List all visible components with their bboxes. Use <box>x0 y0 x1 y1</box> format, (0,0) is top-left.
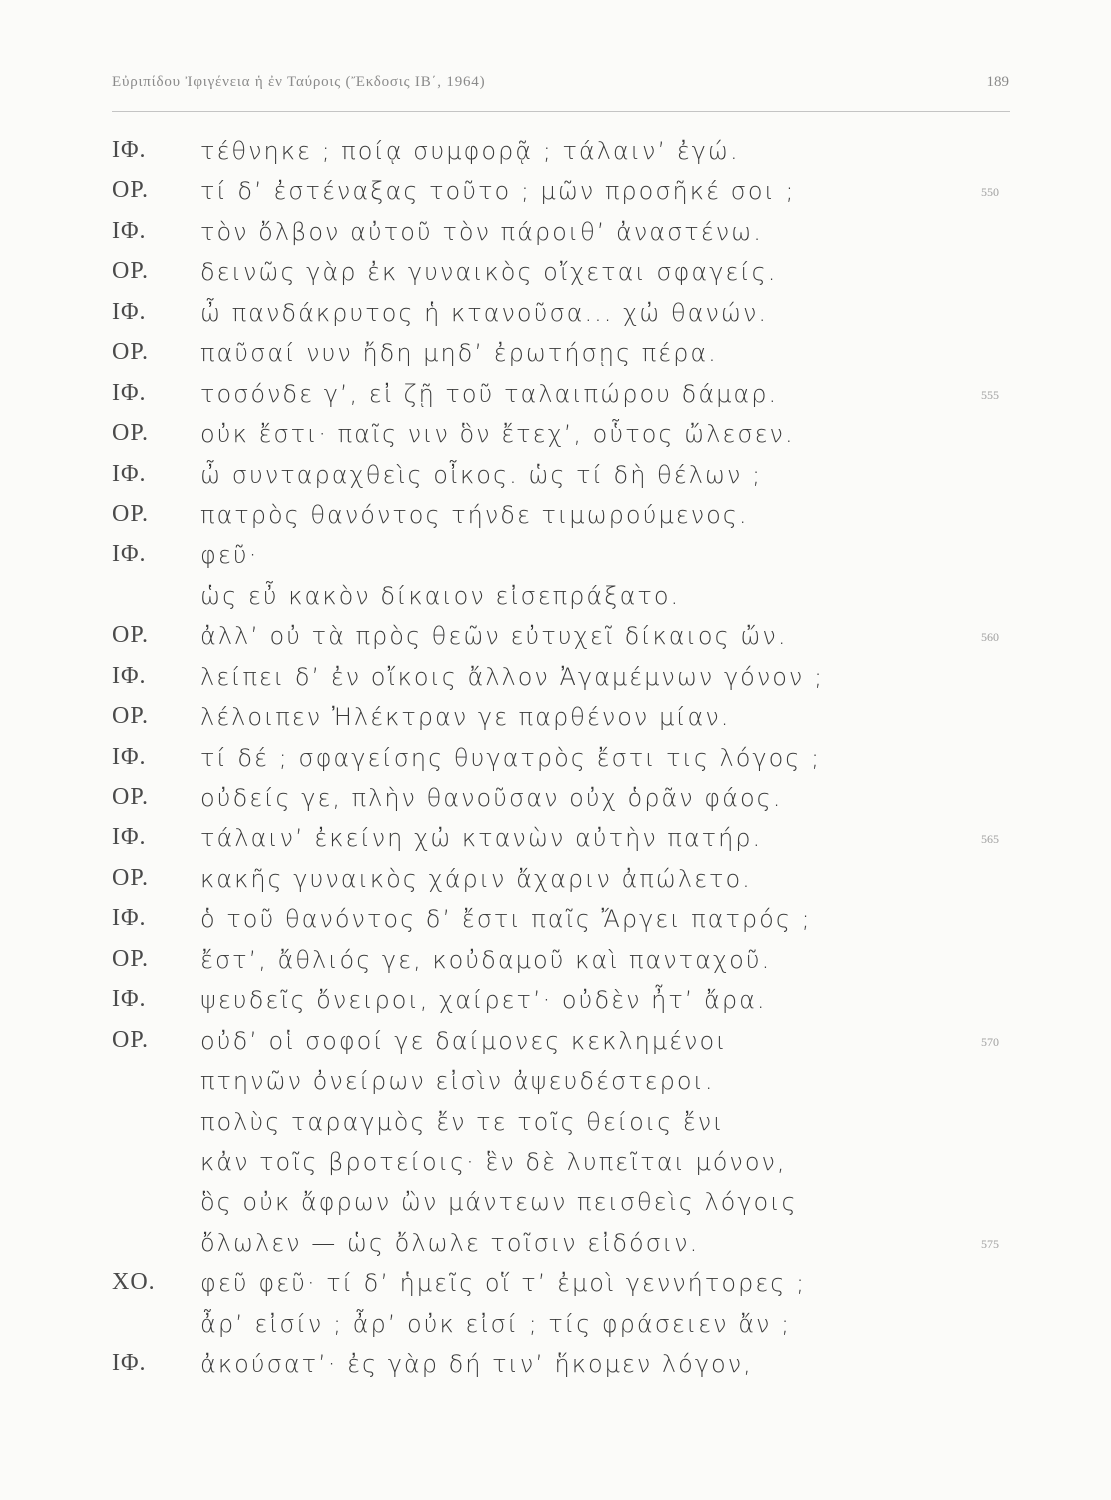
verse-line <box>0 865 1111 905</box>
verse-text: παῦσαί νυν ἤδη μηδ’ ἐρωτήσῃς πέρα. <box>200 339 718 368</box>
speaker-label: ΟΡ. <box>112 945 150 972</box>
verse-line <box>0 622 1111 662</box>
verse-line <box>0 703 1111 743</box>
verse-line <box>0 420 1111 460</box>
verse-line <box>0 1350 1111 1390</box>
speaker-label: ΟΡ. <box>112 258 150 285</box>
page-number: 189 <box>986 74 1009 90</box>
line-number: 555 <box>981 387 999 402</box>
running-head: Εὐριπίδου Ἰφιγένεια ἡ ἐν Ταύροις (Ἔκδοσις ΙΒ΄, 1964) <box>112 74 486 90</box>
speaker-label: ΟΡ. <box>112 1026 150 1053</box>
verse-text: πτηνῶν ὀνείρων εἰσὶν ἀψευδέστεροι. <box>200 1067 715 1096</box>
verse-text: κακῆς γυναικὸς χάριν ἄχαριν ἀπώλετο. <box>200 864 752 893</box>
speaker-label: ΙΦ. <box>112 986 147 1013</box>
verse-line <box>0 946 1111 986</box>
speaker-label: ΙΦ. <box>112 662 147 689</box>
verse-line <box>0 541 1111 581</box>
verse-text: τοσόνδε γ’, εἰ ζῇ τοῦ ταλαιπώρου δάμαρ. <box>200 379 779 408</box>
verse-line <box>0 1269 1111 1309</box>
verse-text: τὸν ὄλβον αὐτοῦ τὸν πάροιθ’ ἀναστένω. <box>200 217 763 246</box>
verse-line <box>0 905 1111 945</box>
verse-line <box>0 1108 1111 1148</box>
speaker-label: ΙΦ. <box>112 824 147 851</box>
speaker-label: ΟΡ. <box>112 177 150 204</box>
speaker-label: ΙΦ. <box>112 379 147 406</box>
verse-text: πατρὸς θανόντος τήνδε τιμωρούμενος. <box>200 500 749 529</box>
verse-line <box>0 299 1111 339</box>
line-number: 565 <box>981 832 999 847</box>
verse-line <box>0 1188 1111 1228</box>
verse-text: οὐκ ἔστι· παῖς νιν ὃν ἔτεχ’, οὗτος ὤλεσεν. <box>200 420 795 449</box>
speaker-label: ΙΦ. <box>112 541 147 568</box>
speaker-label: ΧΟ. <box>112 1269 156 1296</box>
verse-line <box>0 501 1111 541</box>
verse-text: ὡς εὖ κακὸν δίκαιον εἰσεπράξατο. <box>200 581 681 610</box>
header-rule <box>112 111 1010 112</box>
verse-text: φεῦ· <box>200 541 259 570</box>
verse-text: ὁ τοῦ θανόντος δ’ ἔστι παῖς Ἄργει πατρός ; <box>200 905 812 934</box>
speaker-label: ΟΡ. <box>112 339 150 366</box>
speaker-label: ΟΡ. <box>112 703 150 730</box>
verse-line <box>0 339 1111 379</box>
speaker-label: ΟΡ. <box>112 784 150 810</box>
verse-text: ἆρ’ εἰσίν ; ἆρ’ οὐκ εἰσί ; τίς φράσειεν ἄν ; <box>200 1309 792 1338</box>
speaker-label: ΙΦ. <box>112 137 147 163</box>
verse-line <box>0 380 1111 420</box>
verse-text: ἔστ’, ἄθλιός γε, κοὐδαμοῦ καὶ πανταχοῦ. <box>200 945 772 974</box>
verse-text: κἀν τοῖς βροτείοις· ἓν δὲ λυπεῖται μόνον, <box>200 1147 787 1176</box>
verse-text: ὃς οὐκ ἄφρων ὢν μάντεων πεισθεὶς λόγοις <box>200 1188 798 1217</box>
speaker-label: ΟΡ. <box>112 864 150 891</box>
verse-text: οὐδ’ οἱ σοφοί γε δαίμονες κεκλημένοι <box>200 1026 728 1055</box>
verse-line <box>0 744 1111 784</box>
speaker-label: ΙΦ. <box>112 1350 147 1377</box>
verse-line <box>0 824 1111 864</box>
verse-line <box>0 218 1111 258</box>
verse-line <box>0 177 1111 217</box>
speaker-label: ΙΦ. <box>112 217 147 244</box>
verse-text: τί δέ ; σφαγείσης θυγατρὸς ἔστι τις λόγος ; <box>200 743 822 772</box>
speaker-label: ΟΡ. <box>112 622 150 649</box>
verse-line <box>0 258 1111 298</box>
verse-line <box>0 1310 1111 1350</box>
verse-text: ὦ πανδάκρυτος ἡ κτανοῦσα... χὠ θανών. <box>200 298 768 327</box>
verse-line <box>0 784 1111 824</box>
verse-line <box>0 1027 1111 1067</box>
verse-text: ψευδεῖς ὄνειροι, χαίρετ’· οὐδὲν ἦτ’ ἄρα. <box>200 986 767 1015</box>
verse-text: τέθνηκε ; ποίᾳ συμφορᾷ ; τάλαιν’ ἐγώ. <box>200 137 740 165</box>
line-number: 570 <box>981 1034 999 1049</box>
verse-text: πολὺς ταραγμὸς ἔν τε τοῖς θείοις ἔνι <box>200 1107 725 1136</box>
verse-text: λείπει δ’ ἐν οἴκοις ἄλλον Ἀγαμέμνων γόνον ; <box>200 662 825 691</box>
line-number: 550 <box>981 185 999 200</box>
line-number: 575 <box>981 1236 999 1251</box>
speaker-label: ΙΦ. <box>112 460 147 487</box>
verse-text: ἀλλ’ οὐ τὰ πρὸς θεῶν εὐτυχεῖ δίκαιος ὤν. <box>200 622 788 651</box>
verse-line <box>0 1148 1111 1188</box>
verse-text: τί δ’ ἐστέναξας τοῦτο ; μῶν προσῆκέ σοι ; <box>200 177 796 206</box>
verse-line <box>0 663 1111 703</box>
verse-text: τάλαιν’ ἐκείνη χὠ κτανὼν αὐτὴν πατήρ. <box>200 824 763 853</box>
speaker-label: ΙΦ. <box>112 298 147 325</box>
verse-text: δεινῶς γὰρ ἐκ γυναικὸς οἴχεται σφαγείς. <box>200 258 778 287</box>
line-number: 560 <box>981 630 999 645</box>
speaker-label: ΟΡ. <box>112 420 150 447</box>
verse-text: φεῦ φεῦ· τί δ’ ἡμεῖς οἵ τ’ ἐμοὶ γεννήτορες ; <box>200 1269 807 1298</box>
verse-text: ὦ συνταραχθεὶς οἶκος. ὡς τί δὴ θέλων ; <box>200 460 763 489</box>
verse-line <box>0 1229 1111 1269</box>
verse-text: ἀκούσατ’· ἐς γὰρ δή τιν’ ἥκομεν λόγον, <box>200 1350 753 1379</box>
verse-text: οὐδείς γε, πλὴν θανοῦσαν οὐχ ὁρᾶν φάος. <box>200 784 783 812</box>
verse-text: λέλοιπεν Ἠλέκτραν γε παρθένον μίαν. <box>200 703 731 732</box>
verse-lines <box>0 137 1111 1391</box>
speaker-label: ΙΦ. <box>112 905 147 932</box>
speaker-label: ΟΡ. <box>112 500 150 527</box>
verse-line <box>0 137 1111 177</box>
verse-line <box>0 582 1111 622</box>
verse-text: ὄλωλεν — ὡς ὄλωλε τοῖσιν εἰδόσιν. <box>200 1228 700 1257</box>
verse-line <box>0 1067 1111 1107</box>
speaker-label: ΙΦ. <box>112 743 147 770</box>
verse-line <box>0 461 1111 501</box>
verse-line <box>0 986 1111 1026</box>
